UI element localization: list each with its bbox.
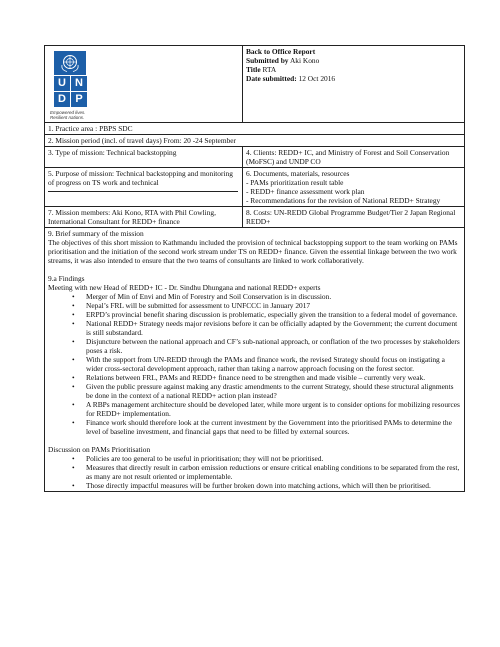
finding-item: • Merger of Min of Envi and Min of Forestry and Soil Conservation is in discussion. [86, 292, 461, 301]
summary-title: 9. Brief summary of the mission [48, 229, 144, 238]
finding-item: • Finance work should therefore look at the current investment by the Government into the prioritised PAMs to determine the level of baseline investment, and financial gaps that need to be filled by external sources. [86, 418, 461, 436]
findings-list [48, 292, 461, 436]
back-to-office-report [44, 45, 464, 492]
report-form-table [44, 45, 465, 492]
purpose-text: 5. Purpose of mission: Technical backstopping and monitoring of progress on TS work and technical [48, 169, 233, 187]
logo-tagline: Empowered lives. Resilient nations. [50, 110, 86, 120]
document-item: - REDD+ finance assessment work plan [246, 187, 365, 196]
clients-cell: 4. Clients: REDD+ IC, and Ministry of Forest and Soil Conservation (MoFSC) and UNDP CO [243, 147, 465, 168]
finding-item: • With the support from UN-REDD through the PAMs and finance work, the revised Strategy should focus on instigating a wider cross-sectoral development approach, rather than taking a narrow approach focusing on the forest sector. [86, 355, 461, 373]
title-value: RTA [262, 65, 277, 74]
discussion-item: • Those directly impactful measures will be further broken down into matching actions, which will then be prioritised. [86, 481, 461, 490]
mission-members-cell: 7. Mission members: Aki Kono, RTA with Phil Cowling, International Consultant for REDD+ finance [45, 207, 243, 228]
finding-item: • A RBPs management architecture should be developed later, while more urgent is to consider options for mobilizing resources for REDD+ implementation. [86, 400, 461, 418]
logo-letter-u: U [54, 76, 70, 91]
logo-letter-n: N [71, 76, 87, 91]
submitted-by-value: Aki Kono [289, 56, 320, 65]
findings-title: 9.a Findings [48, 274, 85, 283]
title-label: Title [246, 65, 261, 74]
submitted-by-label: Submitted by [246, 56, 289, 65]
finding-item: • Disjuncture between the national approach and CF’s sub-national approach, or conflation of the two processes by stakeholders poses a risk. [86, 337, 461, 355]
date-label: Date submitted: [246, 74, 297, 83]
date-value: 12 Oct 2016 [298, 74, 336, 83]
logo-letter-p: P [71, 92, 87, 107]
type-of-mission-cell: 3. Type of mission: Technical backstopping [45, 147, 243, 168]
un-emblem-icon [54, 51, 86, 75]
undp-letters [54, 76, 87, 107]
practice-area-row: 1. Practice area : PBPS SDC [45, 123, 465, 135]
finding-item: • National REDD+ Strategy needs major revisions before it can be officially adapted by the Government; the current document is still substandard. [86, 319, 461, 337]
documents-cell [243, 168, 465, 207]
finding-item: • ERPD’s provincial benefit sharing discussion is problematic, especially given the transition to a federal model of governance. [86, 310, 461, 319]
mission-period-row: 2. Mission period (incl. of travel days) From: 20 -24 September [45, 135, 465, 147]
logo-letter-d: D [54, 92, 70, 107]
discussion-list [48, 454, 461, 490]
costs-cell: 8. Costs: UN-REDD Global Programme Budget/Tier 2 Japan Regional REDD+ [243, 207, 465, 228]
discussion-title: Discussion on PAMs Prioritisation [48, 445, 151, 454]
discussion-item: • Policies are too general to be useful in prioritisation; they will not be prioritised. [86, 454, 461, 463]
logo-cell [45, 46, 243, 123]
meeting-line: Meeting with new Head of REDD+ IC - Dr. Sindhu Dhungana and national REDD+ experts [48, 283, 321, 292]
finding-item: • Nepal’s FRL will be submitted for assessment to UNFCCC in January 2017 [86, 301, 461, 310]
report-title: Back to Office Report [246, 47, 316, 56]
documents-title: 6. Documents, materials, resources [246, 169, 350, 178]
report-header-info [243, 46, 465, 123]
document-item: - PAMs prioritization result table [246, 178, 344, 187]
finding-item: • Relations between FRL, PAMs and REDD+ finance need to be strengthen and made visible – currently very weak. [86, 373, 461, 382]
purpose-underline [48, 191, 238, 192]
discussion-item: • Measures that directly result in carbon emission reductions or ensure critical enabling conditions to be separated from the rest, as many are not result oriented or implementable. [86, 463, 461, 481]
finding-item: • Given the public pressure against making any drastic amendments to the current Strategy, should these structural alignments be done in the context of a national REDD+ action plan instead? [86, 382, 461, 400]
undp-logo [48, 51, 92, 120]
summary-intro: The objectives of this short mission to Kathmandu included the provision of technical backstopping support to the team working on PAMs prioritisation and the initiation of the second work stream under TS on REDD+ finance. Given the essential linkage between the two work streams, it was also intended to ensure that the two teams of consultants are linked to work collaboratively. [48, 238, 458, 265]
purpose-cell [45, 168, 243, 207]
mission-summary-cell [45, 228, 465, 492]
document-item: - Recommendations for the revision of National REDD+ Strategy [246, 196, 441, 205]
